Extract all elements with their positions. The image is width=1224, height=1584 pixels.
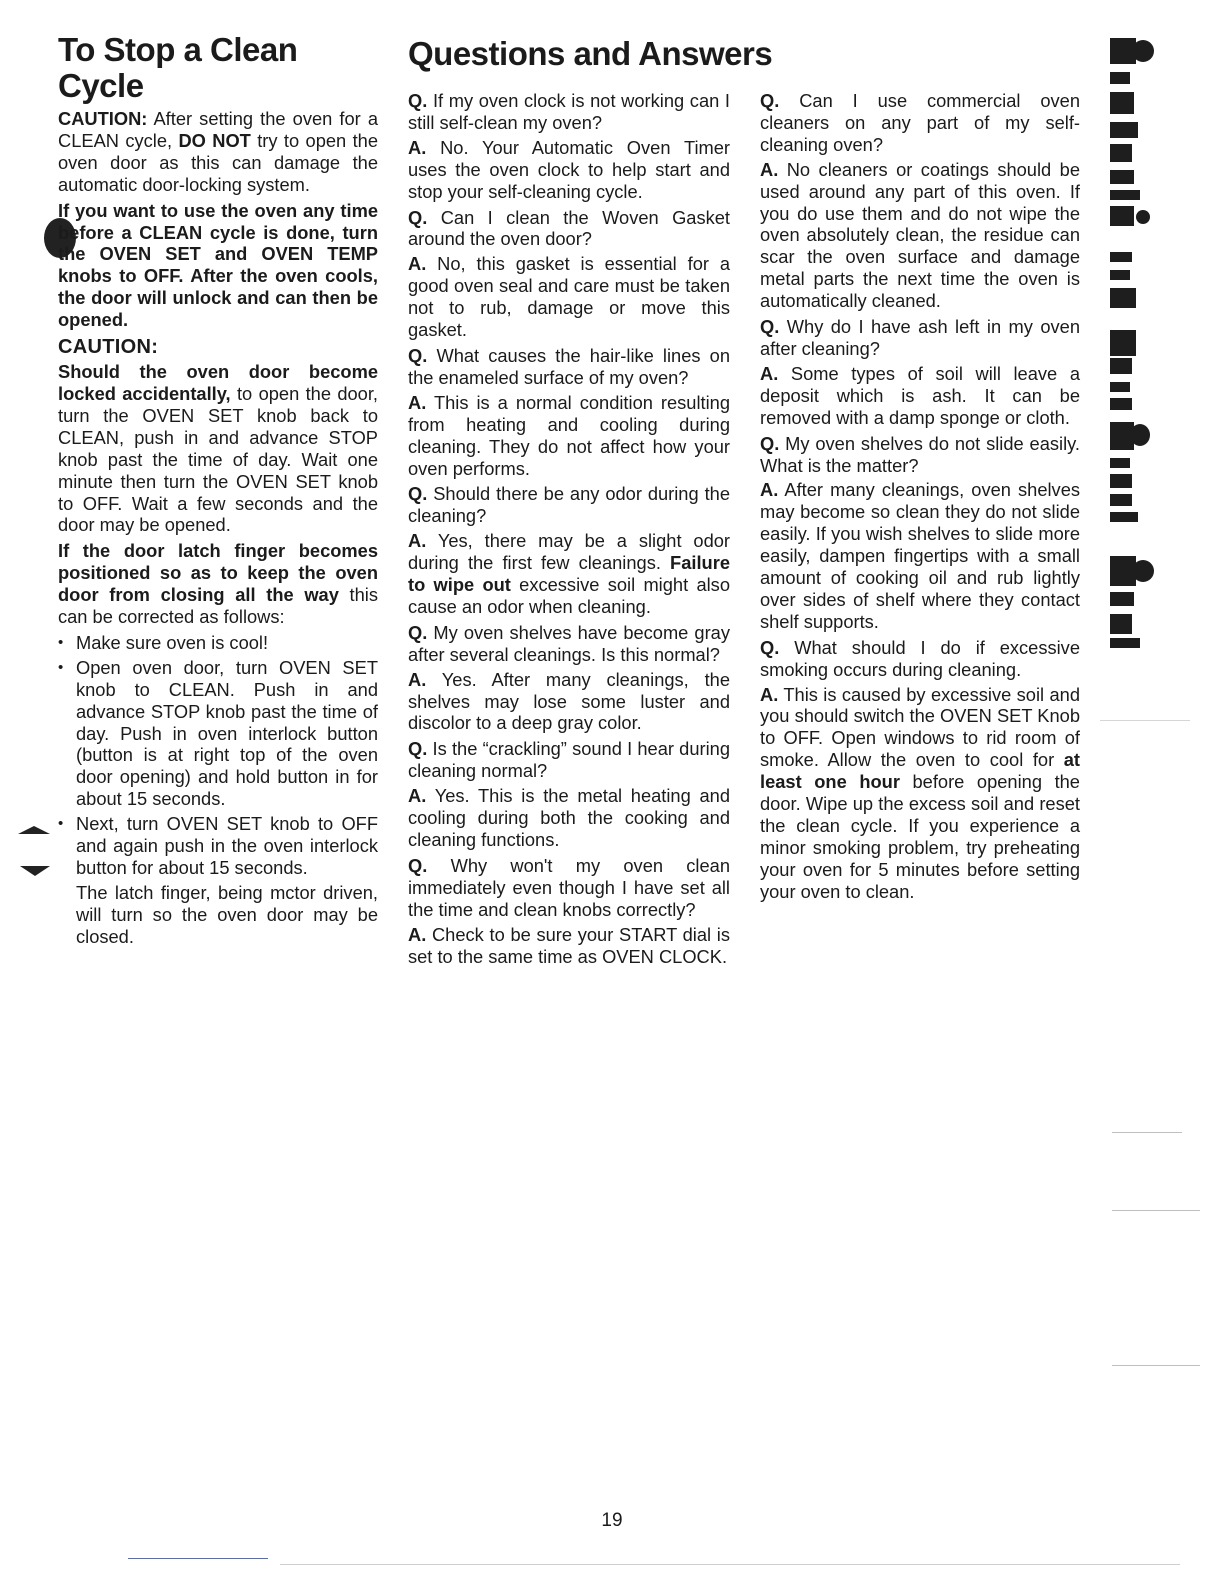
latch-text: this can be corrected as follows: xyxy=(58,584,378,628)
edge-mark xyxy=(1110,614,1132,634)
latch-closing-text: The latch finger, being mctor driven, will turn so the oven door may be closed. xyxy=(76,881,378,947)
edge-mark xyxy=(1110,474,1132,488)
caution-label: CAUTION: xyxy=(58,108,148,129)
door-locked-lead: Should the oven door become locked accidentally, xyxy=(58,361,378,404)
margin-arrow-mark xyxy=(20,866,50,876)
edge-mark xyxy=(1110,458,1130,468)
edge-mark xyxy=(1110,592,1134,606)
scan-line xyxy=(280,1564,1180,1565)
question: Q. Should there be any odor during the cleaning? xyxy=(408,483,730,527)
list-item: • Next, turn OVEN SET knob to OFF and again push in the oven interlock button for about 15 seconds. xyxy=(76,813,378,879)
oven-use-note: If you want to use the oven any time before a CLEAN cycle is done, turn the OVEN SET and OVEN TEMP knobs to OFF. After the oven cools, the door will unlock and can then be opened. xyxy=(58,199,378,331)
answer: A. No, this gasket is essential for a good oven seal and care must be taken not to rub, damage or move this gasket. xyxy=(408,253,730,341)
page-number: 19 xyxy=(601,1510,623,1531)
question: Q. What causes the hair-like lines on the enameled surface of my oven? xyxy=(408,344,730,388)
scan-line xyxy=(128,1558,268,1559)
edge-mark xyxy=(1132,40,1154,62)
question: Q. Why won't my oven clean immediately even though I have set all the time and clean knobs correctly? xyxy=(408,854,730,920)
answer: A. No cleaners or coatings should be used around any part of this oven. If you do use them and do not wipe the oven absolutely clean, the residue can scar the oven surface and damage metal parts the next time the oven is automatically cleaned. xyxy=(760,158,1080,312)
answer: A. This is caused by excessive soil and you should switch the OVEN SET Knob to OFF. Open windows to rid room of smoke. Allow the oven to cool for at least one hour before opening the door. Wipe up the excess soil and reset the clean cycle. If you experience a minor smoking problem, try preheating your oven for 5 minutes before setting your oven to clean. xyxy=(760,683,1080,902)
edge-mark xyxy=(1110,72,1130,84)
answer: A. After many cleanings, oven shelves may become so clean they do not slide easily. If you wish shelves to slide more easily, dampen fingertips with a small amount of cooking oil and rub lightly over sides of shelf where they contact shelf supports. xyxy=(760,479,1080,632)
answer: A. No. Your Automatic Oven Timer uses the oven clock to help start and stop your self-cleaning cycle. xyxy=(408,136,730,202)
caution-heading: CAUTION: xyxy=(58,336,159,359)
edge-mark xyxy=(1110,288,1136,308)
question: Q. If my oven clock is not working can I still self-clean my oven? xyxy=(408,90,730,133)
answer: A. Yes. This is the metal heating and cooling during both the cooking and cleaning functions. xyxy=(408,785,730,850)
edge-mark xyxy=(1110,270,1130,280)
scan-line xyxy=(1100,720,1190,721)
scan-line xyxy=(1112,1132,1182,1133)
edge-mark xyxy=(1110,358,1132,374)
do-not-label: DO NOT xyxy=(178,129,251,151)
question: Q. Why do I have ash left in my oven after cleaning? xyxy=(760,316,1080,359)
edge-mark xyxy=(1136,210,1150,224)
question: Q. My oven shelves do not slide easily. What is the matter? xyxy=(760,432,1080,476)
scan-line xyxy=(1112,1365,1200,1366)
edge-mark xyxy=(1110,92,1134,114)
latch-lead: If the door latch finger becomes positioned so as to keep the oven door from closing all the way xyxy=(58,540,378,606)
edge-mark xyxy=(1110,398,1132,410)
section-title: To Stop a Clean Cycle xyxy=(58,31,298,104)
scan-line xyxy=(1112,1210,1200,1211)
question: Q. Is the “crackling” sound I hear during cleaning normal? xyxy=(408,738,730,782)
latch-steps-list xyxy=(58,632,378,879)
question: Q. My oven shelves have become gray after several cleanings. Is this normal? xyxy=(408,621,730,665)
edge-mark xyxy=(1110,382,1130,392)
edge-mark xyxy=(1110,144,1132,162)
door-locked-paragraph xyxy=(58,361,378,536)
list-item: • Make sure oven is cool! xyxy=(76,632,378,654)
answer: A. Check to be sure your START dial is set to the same time as OVEN CLOCK. xyxy=(408,923,730,967)
answer: A. Some types of soil will leave a deposit which is ash. It can be removed with a damp sponge or cloth. xyxy=(760,362,1080,428)
margin-arrow-mark xyxy=(18,826,50,834)
edge-mark xyxy=(1132,560,1154,582)
edge-mark xyxy=(1110,170,1134,184)
latch-paragraph xyxy=(58,540,378,628)
question: Q. What should I do if excessive smoking occurs during cleaning. xyxy=(760,636,1080,680)
edge-mark xyxy=(1110,494,1132,506)
edge-mark xyxy=(1110,638,1140,648)
qa-list-right xyxy=(760,90,1080,907)
edge-mark xyxy=(1110,330,1136,356)
caution-text-a: After setting the oven for a CLEAN cycle, xyxy=(58,108,378,151)
edge-mark xyxy=(1110,252,1132,262)
answer: A. Yes. After many cleanings, the shelves may lose some luster and discolor to a deep gray color. xyxy=(408,668,730,734)
edge-mark xyxy=(1110,512,1138,522)
caution-paragraph xyxy=(58,108,378,196)
answer: A. This is a normal condition resulting from heating and cooling during cleaning. They do not affect how your oven performs. xyxy=(408,391,730,479)
qa-title: Questions and Answers xyxy=(408,35,773,72)
question: Q. Can I use commercial oven cleaners on any part of my self-cleaning oven? xyxy=(760,90,1080,155)
caution-text-b: try to open the oven door as this can damage the automatic door-locking system. xyxy=(58,129,378,195)
qa-list-left xyxy=(408,90,730,971)
answer: A. Yes, there may be a slight odor during the first few cleanings. Failure to wipe out excessive soil might also cause an odor when cleaning. xyxy=(408,530,731,617)
edge-mark xyxy=(1110,206,1134,226)
edge-mark xyxy=(1110,122,1138,138)
question: Q. Can I clean the Woven Gasket around the oven door? xyxy=(408,206,730,250)
edge-mark xyxy=(1110,190,1140,200)
door-locked-text: to open the door, turn the OVEN SET knob back to CLEAN, push in and advance STOP knob past the time of day. Wait one minute then turn the OVEN SET knob to OFF. Wait a few seconds and the door may be opened. xyxy=(58,382,378,536)
list-item: • Open oven door, turn OVEN SET knob to CLEAN. Push in and advance STOP knob past the time of day. Push in oven interlock button (button is at right top of the oven door opening) and hold button in for about 15 seconds. xyxy=(76,657,378,810)
clean-cycle-body xyxy=(58,108,378,952)
edge-mark xyxy=(1130,424,1150,446)
